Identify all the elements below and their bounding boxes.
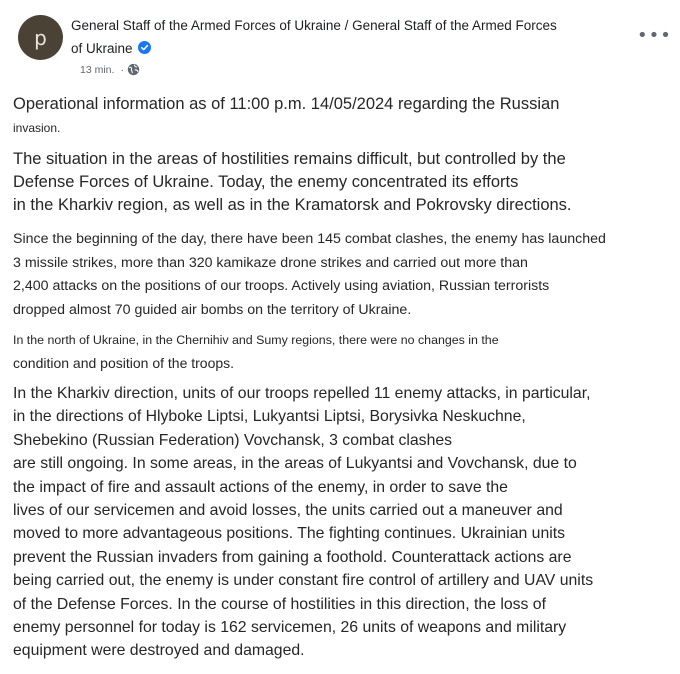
p1-line2: invasion. <box>13 121 61 135</box>
p5-line: of the Defense Forces. In the course of hostilities in this direction, the loss of <box>13 595 546 613</box>
post-paragraph-2 <box>13 148 673 217</box>
p5-line: in the directions of Hlyboke Liptsi, Lukyantsi Liptsi, Borysivka Neskuchne, <box>13 408 526 426</box>
p2-line2: Defense Forces of Ukraine. Today, the enemy concentrated its efforts <box>13 173 519 191</box>
p5-line: the impact of fire and assault actions of the enemy, in order to save the <box>13 478 508 496</box>
p5-line: Shebekino (Russian Federation) Vovchansk, 3 combat clashes <box>13 431 453 449</box>
p5-line: enemy personnel for today is 162 servicemen, 26 units of weapons and military <box>13 619 567 637</box>
p5-line: moved to more advantageous positions. The fighting continues. Ukrainian units <box>13 525 566 543</box>
more-options-icon[interactable]: ••• <box>637 25 672 46</box>
post-paragraph-3 <box>13 228 675 322</box>
p4-line2: condition and position of the troops. <box>13 355 235 371</box>
author-name-line1[interactable]: General Staff of the Armed Forces of Ukraine / General Staff of the Armed Forces <box>71 18 557 33</box>
p5-line: are still ongoing. In some areas, in the areas of Lukyantsi and Vovchansk, due to <box>13 455 577 473</box>
post-paragraph-1 <box>13 93 673 140</box>
globe-icon[interactable] <box>127 63 140 76</box>
author-name[interactable] <box>71 14 591 60</box>
post-timestamp[interactable]: 13 min. <box>80 63 115 76</box>
p3-line1: Since the beginning of the day, there have been 145 combat clashes, the enemy has launched <box>13 231 606 247</box>
p2-line3: in the Kharkiv region, as well as in the Kramatorsk and Pokrovsky directions. <box>13 196 572 214</box>
avatar-letter: p <box>34 25 47 50</box>
post-meta <box>80 63 140 76</box>
p3-line3: 2,400 attacks on the positions of our troops. Actively using aviation, Russian terrorists <box>13 278 550 295</box>
meta-separator: · <box>120 63 124 76</box>
p4-line1: In the north of Ukraine, in the Chernihiv and Sumy regions, there were no changes in the <box>13 333 499 347</box>
post-paragraph-5 <box>13 382 677 663</box>
verified-badge-icon <box>138 41 151 54</box>
p5-line: lives of our servicemen and avoid losses, the units carried out a maneuver and <box>13 502 563 520</box>
p1-line1: Operational information as of 11:00 p.m. 14/05/2024 regarding the Russian <box>13 95 560 113</box>
avatar[interactable] <box>18 15 63 60</box>
p3-line2: 3 missile strikes, more than 320 kamikaze drone strikes and carried out more than <box>13 254 528 271</box>
p5-line: In the Kharkiv direction, units of our troops repelled 11 enemy attacks, in particular, <box>13 385 591 402</box>
post-paragraph-4 <box>13 329 675 376</box>
p3-line4: dropped almost 70 guided air bombs on the territory of Ukraine. <box>13 301 412 318</box>
author-name-line2[interactable]: of Ukraine <box>71 41 133 56</box>
p2-line1: The situation in the areas of hostilities remains difficult, but controlled by the <box>13 150 566 168</box>
p5-line: being carried out, the enemy is under constant fire control of artillery and UAV units <box>13 572 594 590</box>
p5-line: equipment were destroyed and damaged. <box>13 642 305 660</box>
p5-line: prevent the Russian invaders from gaining a foothold. Counterattack actions are <box>13 548 572 566</box>
